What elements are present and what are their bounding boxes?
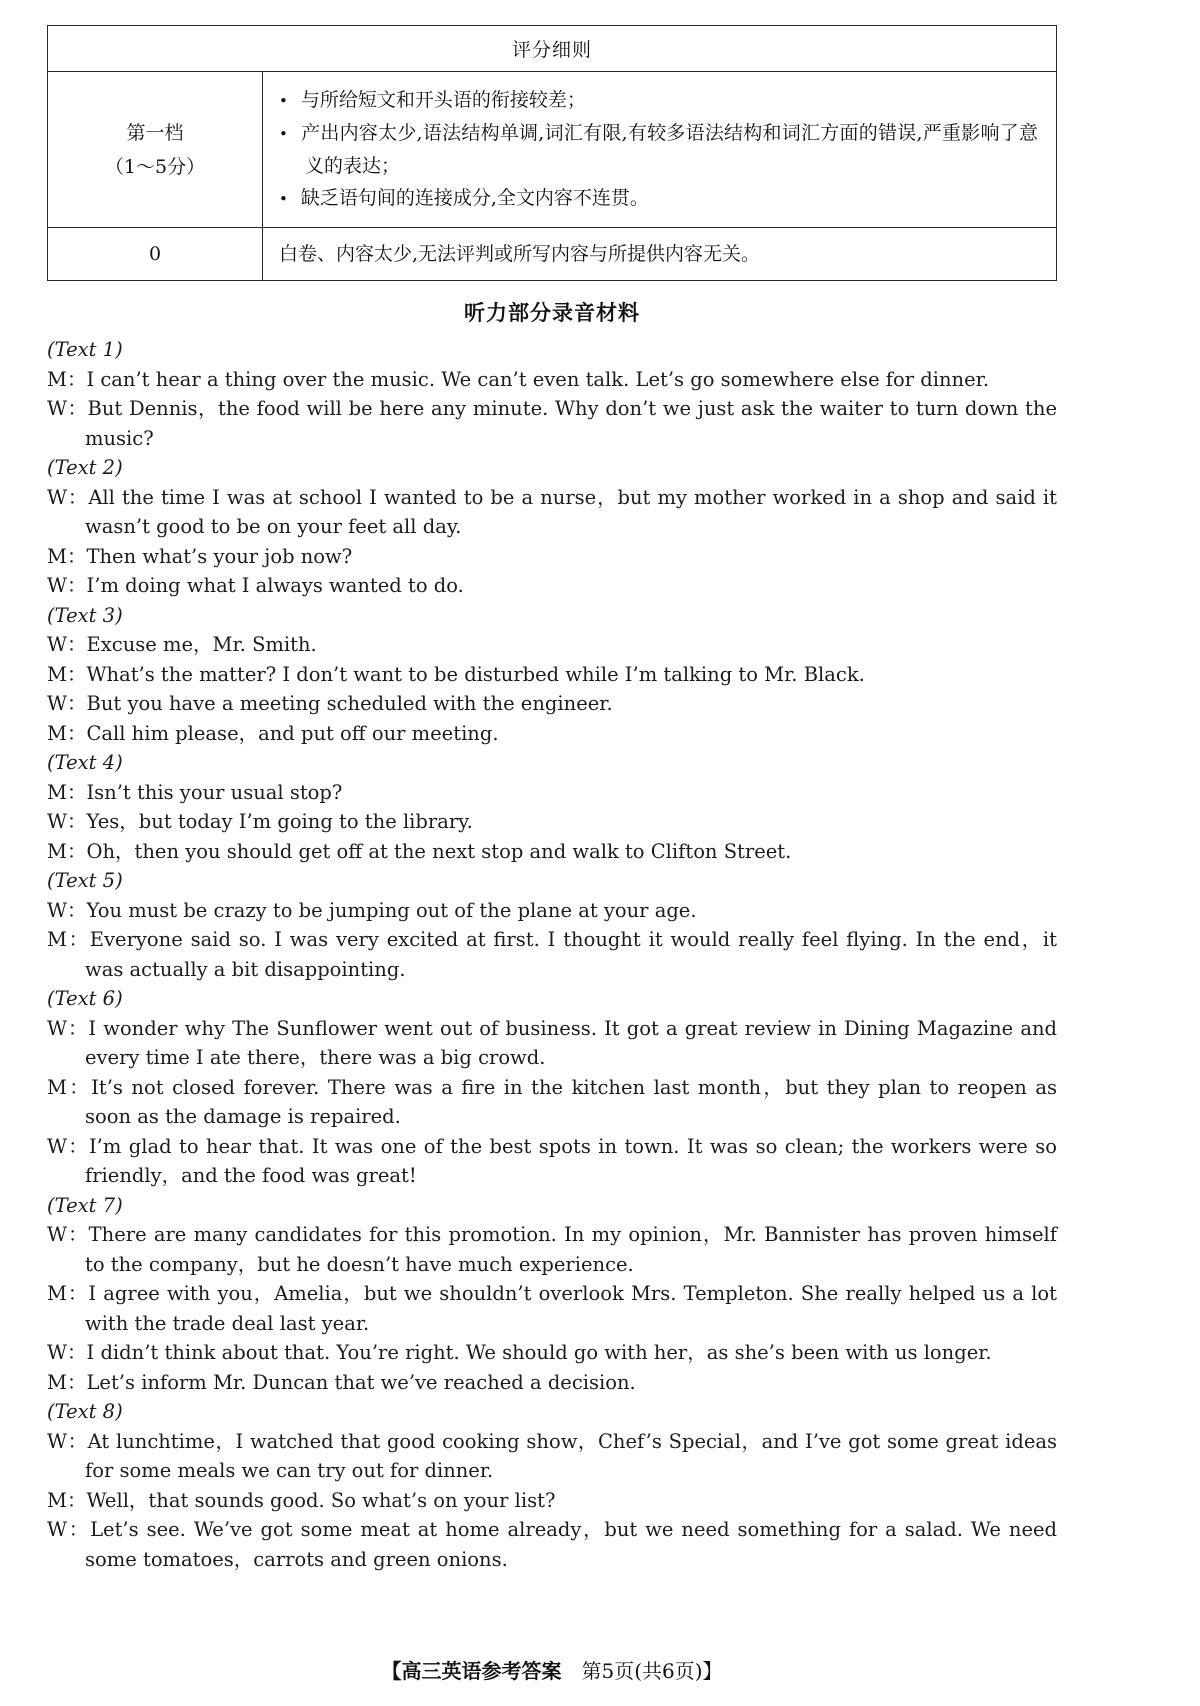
- speaker-label: W：: [47, 1134, 89, 1158]
- transcript-line: [47, 866, 1057, 896]
- transcript-line: [47, 1073, 1057, 1132]
- speaker-label: M：: [47, 928, 90, 951]
- transcript-line: [47, 1427, 1057, 1486]
- transcript-line: [47, 925, 1057, 984]
- transcript-line: [47, 1397, 1057, 1427]
- dialogue-text: Well，that sounds good. So what’s on your list?: [86, 1488, 556, 1512]
- speaker-label: M：: [47, 780, 87, 804]
- transcript-line: [47, 778, 1057, 808]
- speaker-label: M：: [47, 721, 87, 745]
- footer-title: 【高三英语参考答案: [381, 1659, 562, 1683]
- speaker-label: M：: [47, 1488, 87, 1512]
- speaker-label: W：: [47, 574, 87, 597]
- dialogue-text: I agree with you，Amelia，but we shouldn’t overlook Mrs. Templeton. She really helped us a lot with the trade deal last year.: [85, 1282, 1057, 1335]
- transcript-line: [47, 394, 1057, 453]
- transcript-line: [47, 483, 1057, 542]
- rubric-header-row: [48, 26, 1057, 72]
- rubric-level1-name: 第一档: [126, 121, 184, 144]
- speaker-label: W：: [47, 485, 89, 509]
- footer-page-number: 第5页(共6页)】: [581, 1659, 723, 1683]
- dialogue-text: You must be crazy to be jumping out of the plane at your age.: [86, 898, 697, 922]
- text-marker: (Text 3): [47, 603, 123, 627]
- transcript-line: [47, 1014, 1057, 1073]
- speaker-label: W：: [47, 1341, 87, 1364]
- rubric-row-zero: [48, 228, 1057, 281]
- dialogue-text: Let’s inform Mr. Duncan that we’ve reached a decision.: [86, 1370, 636, 1394]
- dialogue-text: I didn’t think about that. You’re right. We should go with her，as she’s been with us longer.: [86, 1341, 992, 1364]
- rubric-bullet-list: [279, 84, 1038, 215]
- dialogue-text: It’s not closed forever. There was a fire in the kitchen last month，but they plan to reopen as soon as the damage is repaired.: [85, 1075, 1058, 1128]
- speaker-label: M：: [47, 662, 87, 686]
- dialogue-text: Isn’t this your usual stop?: [86, 780, 343, 804]
- speaker-label: W：: [47, 1223, 89, 1246]
- transcript-line: [47, 807, 1057, 837]
- transcript-line: [47, 1132, 1057, 1191]
- transcript-line: [47, 1220, 1057, 1279]
- transcript-line: [47, 365, 1057, 395]
- dialogue-text: I wonder why The Sunflower went out of business. It got a great review in Dining Magazine and every time I ate there，there was a big crowd.: [85, 1016, 1058, 1069]
- dialogue-text: I’m glad to hear that. It was one of the best spots in town. It was so clean; the workers were so friendly，and the food was great!: [85, 1134, 1057, 1187]
- transcript-line: [47, 1338, 1057, 1368]
- dialogue-text: Yes，but today I’m going to the library.: [86, 810, 473, 833]
- speaker-label: M：: [47, 1075, 92, 1099]
- text-marker: (Text 5): [47, 869, 123, 892]
- speaker-label: W：: [47, 1016, 89, 1040]
- transcript-line: [47, 1191, 1057, 1221]
- speaker-label: W：: [47, 397, 88, 420]
- speaker-label: M：: [47, 839, 87, 863]
- speaker-label: W：: [47, 633, 87, 656]
- dialogue-text: Let’s see. We’ve got some meat at home already，but we need something for a salad. We need some tomatoes，carrots and green onions.: [85, 1518, 1058, 1571]
- rubric-bullet: • 缺乏语句间的连接成分,全文内容不连贯。: [279, 182, 1038, 215]
- transcript-section: [47, 335, 1057, 1574]
- speaker-label: M：: [47, 1282, 89, 1305]
- speaker-label: M：: [47, 1370, 87, 1394]
- transcript-line: [47, 542, 1057, 572]
- transcript-line: [47, 453, 1057, 483]
- speaker-label: W：: [47, 692, 87, 715]
- text-marker: (Text 6): [47, 987, 123, 1010]
- rubric-level1-cell: [48, 72, 263, 228]
- dialogue-text: Excuse me，Mr. Smith.: [86, 633, 317, 656]
- transcript-line: [47, 1368, 1057, 1398]
- page-footer: [47, 1639, 1057, 1688]
- speaker-label: W：: [47, 1429, 88, 1453]
- rubric-zero-level: 0: [48, 228, 263, 281]
- transcript-line: [47, 630, 1057, 660]
- rubric-title: 评分细则: [48, 26, 1057, 72]
- transcript-line: [47, 1486, 1057, 1516]
- dialogue-text: At lunchtime，I watched that good cooking show，Chef’s Special，and I’ve got some great ideas for some meals we can try out for dinner.: [85, 1429, 1057, 1482]
- transcript-line: [47, 1515, 1057, 1574]
- speaker-label: W：: [47, 898, 87, 922]
- rubric-zero-desc: 白卷、内容太少,无法评判或所写内容与所提供内容无关。: [263, 228, 1057, 281]
- dialogue-text: I’m doing what I always wanted to do.: [86, 574, 464, 597]
- dialogue-text: Call him please，and put off our meeting.: [86, 721, 499, 745]
- text-marker: (Text 2): [47, 456, 123, 479]
- transcript-line: [47, 896, 1057, 926]
- text-marker: (Text 7): [47, 1193, 123, 1217]
- transcript-line: [47, 837, 1057, 867]
- dialogue-text: Oh，then you should get off at the next stop and walk to Clifton Street.: [86, 839, 792, 863]
- transcript-line: [47, 660, 1057, 690]
- rubric-table: [47, 25, 1057, 281]
- transcript-line: [47, 601, 1057, 631]
- dialogue-text: What’s the matter? I don’t want to be disturbed while I’m talking to Mr. Black.: [86, 662, 865, 686]
- rubric-row-level1: [48, 72, 1057, 228]
- rubric-bullet: • 与所给短文和开头语的衔接较差；: [279, 84, 1038, 117]
- transcript-line: [47, 335, 1057, 365]
- rubric-level1-score-range: （1～5分）: [104, 155, 206, 178]
- dialogue-text: But Dennis，the food will be here any minute. Why don’t we just ask the waiter to turn down the music?: [85, 397, 1057, 450]
- transcript-line: [47, 748, 1057, 778]
- transcript-line: [47, 571, 1057, 601]
- dialogue-text: Everyone said so. I was very excited at first. I thought it would really feel flying. In the end，it was actually a bit disappointing.: [85, 928, 1057, 981]
- rubric-level1-desc-cell: [263, 72, 1057, 228]
- speaker-label: M：: [47, 544, 87, 568]
- transcript-line: [47, 689, 1057, 719]
- speaker-label: W：: [47, 810, 87, 833]
- dialogue-text: There are many candidates for this promotion. In my opinion，Mr. Bannister has proven himself to the company，but he doesn’t have much experience.: [85, 1223, 1057, 1276]
- transcript-line: [47, 719, 1057, 749]
- speaker-label: M：: [47, 367, 87, 391]
- rubric-bullet: • 产出内容太少,语法结构单调,词汇有限,有较多语法结构和词汇方面的错误,严重影响了意义的表达；: [279, 117, 1038, 182]
- text-marker: (Text 4): [47, 751, 123, 774]
- dialogue-text: Then what’s your job now?: [86, 544, 353, 568]
- transcript-line: [47, 1279, 1057, 1338]
- dialogue-text: All the time I was at school I wanted to be a nurse，but my mother worked in a shop and said it wasn’t good to be on your feet all day.: [85, 485, 1057, 538]
- speaker-label: W：: [47, 1518, 91, 1541]
- transcript-line: [47, 984, 1057, 1014]
- dialogue-text: I can’t hear a thing over the music. We can’t even talk. Let’s go somewhere else for dinner.: [86, 367, 990, 391]
- text-marker: (Text 8): [47, 1400, 123, 1423]
- text-marker: (Text 1): [47, 338, 123, 361]
- dialogue-text: But you have a meeting scheduled with the engineer.: [86, 692, 613, 715]
- transcript-heading: 听力部分录音材料: [464, 301, 640, 325]
